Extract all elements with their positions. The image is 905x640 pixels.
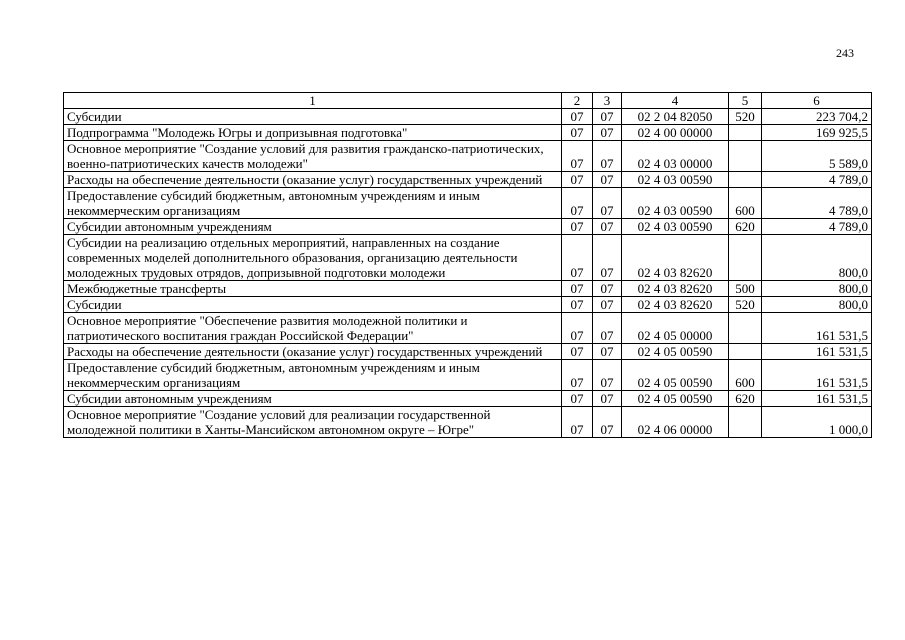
row-name-cell: Основное мероприятие "Создание условий для развития гражданско-патриотических, военно-патриотических качеств молодежи" [64, 141, 562, 172]
subsection-code-cell: 07 [593, 235, 622, 281]
expense-type-cell: 500 [729, 281, 762, 297]
row-name-cell: Подпрограмма "Молодежь Югры и допризывная подготовка" [64, 125, 562, 141]
expense-type-cell: 600 [729, 360, 762, 391]
expense-type-cell [729, 235, 762, 281]
section-code-cell: 07 [562, 125, 593, 141]
subsection-code-cell: 07 [593, 344, 622, 360]
amount-cell: 800,0 [762, 297, 872, 313]
row-name-cell: Субсидии [64, 297, 562, 313]
budget-table [63, 92, 872, 438]
table-row [64, 407, 872, 438]
table-row [64, 281, 872, 297]
column-header-3: 3 [593, 93, 622, 109]
amount-cell: 5 589,0 [762, 141, 872, 172]
subsection-code-cell: 07 [593, 172, 622, 188]
target-article-cell: 02 4 05 00590 [622, 344, 729, 360]
row-name-cell: Основное мероприятие "Создание условий для реализации государственной молодежной политики в Ханты-Мансийском автономном округе – Югре" [64, 407, 562, 438]
subsection-code-cell: 07 [593, 281, 622, 297]
expense-type-cell [729, 125, 762, 141]
row-name-cell: Субсидии автономным учреждениям [64, 219, 562, 235]
column-header-6: 6 [762, 93, 872, 109]
target-article-cell: 02 4 03 00000 [622, 141, 729, 172]
subsection-code-cell: 07 [593, 109, 622, 125]
section-code-cell: 07 [562, 281, 593, 297]
amount-cell: 800,0 [762, 235, 872, 281]
subsection-code-cell: 07 [593, 313, 622, 344]
target-article-cell: 02 4 06 00000 [622, 407, 729, 438]
expense-type-cell: 520 [729, 297, 762, 313]
table-row [64, 125, 872, 141]
row-name-cell: Субсидии [64, 109, 562, 125]
row-name-cell: Основное мероприятие "Обеспечение развития молодежной политики и патриотического воспитания граждан Российской Федерации" [64, 313, 562, 344]
column-header-5: 5 [729, 93, 762, 109]
subsection-code-cell: 07 [593, 360, 622, 391]
section-code-cell: 07 [562, 313, 593, 344]
row-name-cell: Предоставление субсидий бюджетным, автономным учреждениям и иным некоммерческим организациям [64, 188, 562, 219]
section-code-cell: 07 [562, 344, 593, 360]
section-code-cell: 07 [562, 188, 593, 219]
section-code-cell: 07 [562, 172, 593, 188]
subsection-code-cell: 07 [593, 297, 622, 313]
table-row [64, 344, 872, 360]
section-code-cell: 07 [562, 297, 593, 313]
expense-type-cell: 620 [729, 391, 762, 407]
expense-type-cell [729, 313, 762, 344]
amount-cell: 161 531,5 [762, 313, 872, 344]
section-code-cell: 07 [562, 360, 593, 391]
target-article-cell: 02 4 05 00590 [622, 391, 729, 407]
row-name-cell: Расходы на обеспечение деятельности (оказание услуг) государственных учреждений [64, 172, 562, 188]
subsection-code-cell: 07 [593, 391, 622, 407]
target-article-cell: 02 4 05 00000 [622, 313, 729, 344]
table-row [64, 313, 872, 344]
section-code-cell: 07 [562, 391, 593, 407]
amount-cell: 800,0 [762, 281, 872, 297]
row-name-cell: Межбюджетные трансферты [64, 281, 562, 297]
section-code-cell: 07 [562, 407, 593, 438]
amount-cell: 1 000,0 [762, 407, 872, 438]
target-article-cell: 02 4 03 00590 [622, 172, 729, 188]
subsection-code-cell: 07 [593, 141, 622, 172]
header-row [64, 93, 872, 109]
target-article-cell: 02 4 05 00590 [622, 360, 729, 391]
table-row [64, 219, 872, 235]
target-article-cell: 02 2 04 82050 [622, 109, 729, 125]
expense-type-cell [729, 407, 762, 438]
section-code-cell: 07 [562, 141, 593, 172]
column-header-1: 1 [64, 93, 562, 109]
expense-type-cell [729, 172, 762, 188]
amount-cell: 4 789,0 [762, 219, 872, 235]
amount-cell: 169 925,5 [762, 125, 872, 141]
amount-cell: 161 531,5 [762, 344, 872, 360]
amount-cell: 161 531,5 [762, 391, 872, 407]
row-name-cell: Субсидии на реализацию отдельных мероприятий, направленных на создание современных моделей дополнительного образования, организацию деятельности молодежных трудовых отрядов, допризывной подготовки молодежи [64, 235, 562, 281]
row-name-cell: Расходы на обеспечение деятельности (оказание услуг) государственных учреждений [64, 344, 562, 360]
subsection-code-cell: 07 [593, 407, 622, 438]
target-article-cell: 02 4 03 82620 [622, 281, 729, 297]
table-row [64, 188, 872, 219]
expense-type-cell [729, 141, 762, 172]
target-article-cell: 02 4 03 00590 [622, 219, 729, 235]
amount-cell: 4 789,0 [762, 188, 872, 219]
table-row [64, 297, 872, 313]
expense-type-cell: 600 [729, 188, 762, 219]
target-article-cell: 02 4 03 82620 [622, 235, 729, 281]
target-article-cell: 02 4 03 00590 [622, 188, 729, 219]
target-article-cell: 02 4 00 00000 [622, 125, 729, 141]
row-name-cell: Предоставление субсидий бюджетным, автономным учреждениям и иным некоммерческим организациям [64, 360, 562, 391]
column-header-4: 4 [622, 93, 729, 109]
section-code-cell: 07 [562, 235, 593, 281]
subsection-code-cell: 07 [593, 125, 622, 141]
row-name-cell: Субсидии автономным учреждениям [64, 391, 562, 407]
table-row [64, 235, 872, 281]
amount-cell: 4 789,0 [762, 172, 872, 188]
section-code-cell: 07 [562, 219, 593, 235]
expense-type-cell [729, 344, 762, 360]
column-header-2: 2 [562, 93, 593, 109]
expense-type-cell: 620 [729, 219, 762, 235]
page-number: 243 [836, 46, 854, 60]
amount-cell: 161 531,5 [762, 360, 872, 391]
table-row [64, 391, 872, 407]
section-code-cell: 07 [562, 109, 593, 125]
target-article-cell: 02 4 03 82620 [622, 297, 729, 313]
subsection-code-cell: 07 [593, 188, 622, 219]
subsection-code-cell: 07 [593, 219, 622, 235]
expense-type-cell: 520 [729, 109, 762, 125]
table-row [64, 141, 872, 172]
table-row [64, 172, 872, 188]
table-row [64, 360, 872, 391]
table-row [64, 109, 872, 125]
amount-cell: 223 704,2 [762, 109, 872, 125]
